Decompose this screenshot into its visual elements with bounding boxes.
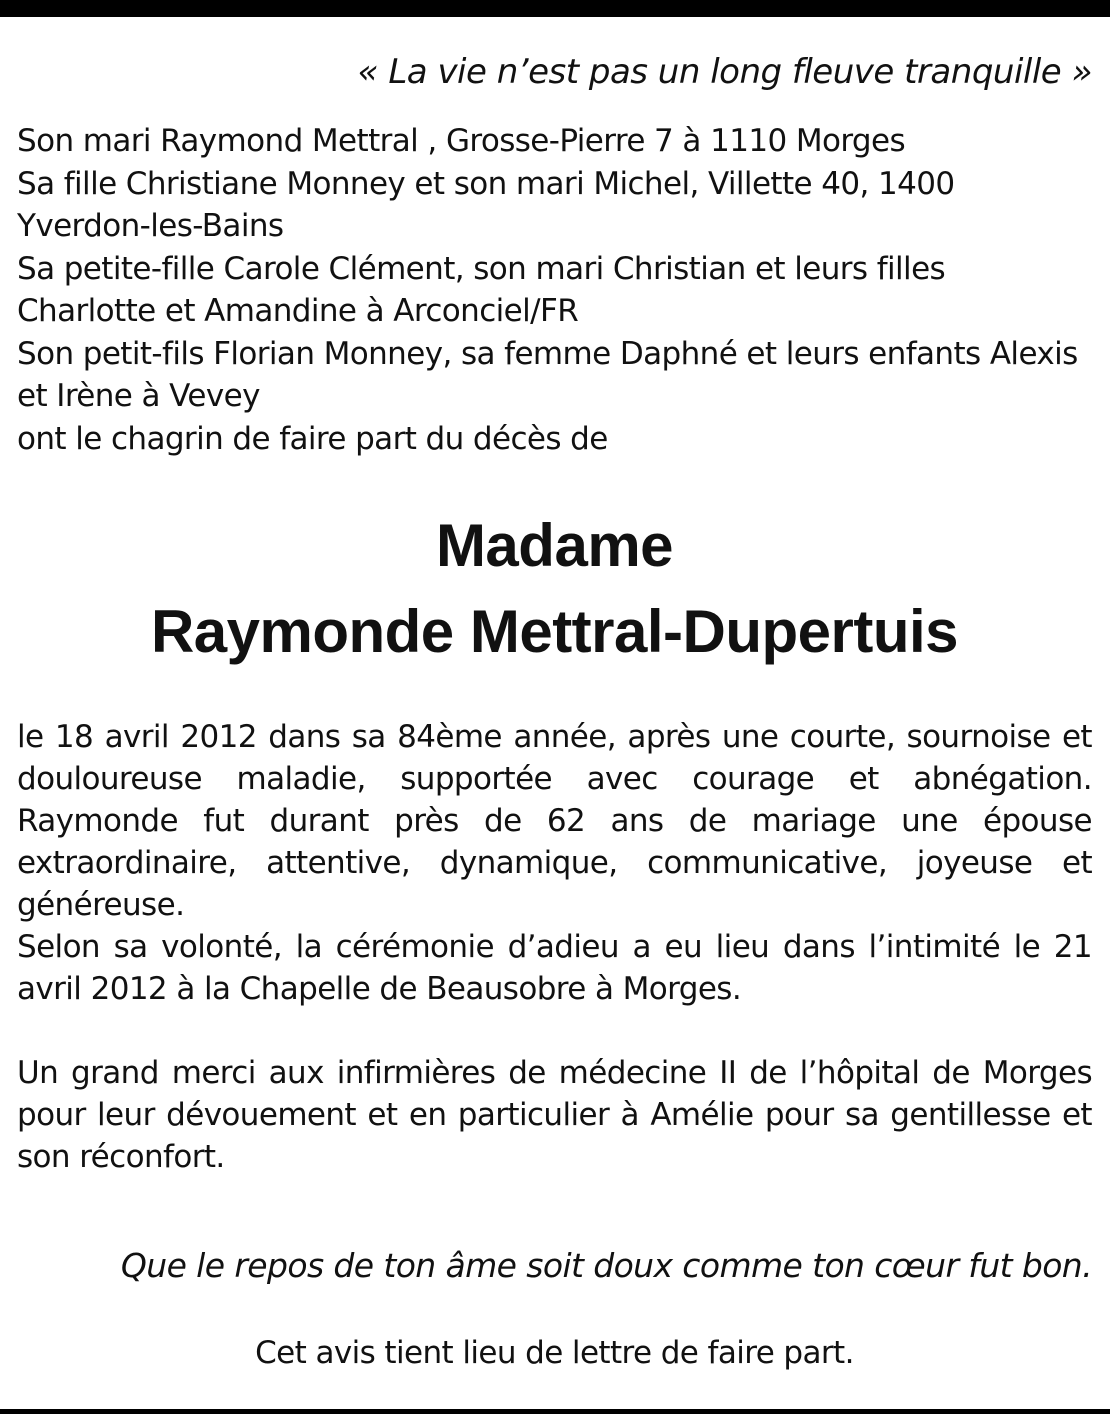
death-details-paragraph: le 18 avril 2012 dans sa 84ème année, après une courte, sournoise et douloureuse maladie, supportée avec courage et abnégation. Raymonde fut durant près de 62 ans de mariage une épouse extraordinaire, attentive, dynamique, communicative, joyeuse et généreuse. <box>17 719 1092 923</box>
ceremony-paragraph: Selon sa volonté, la cérémonie d’adieu a eu lieu dans l’intimité le 21 avril 2012 à la Chapelle de Beausobre à Morges. <box>17 929 1092 1007</box>
closing-quote: Que le repos de ton âme soit doux comme ton cœur fut bon. <box>120 1246 1092 1285</box>
epigraph-quote: « La vie n’est pas un long fleuve tranquille » <box>357 52 1092 92</box>
family-announcement <box>17 120 1092 460</box>
top-border-rule <box>0 0 1110 17</box>
family-line-husband: Son mari Raymond Mettral , Grosse-Pierre 7 à 1110 Morges <box>17 123 906 159</box>
notice-statement: Cet avis tient lieu de lettre de faire part. <box>255 1335 854 1371</box>
family-line-granddaughter: Sa petite-fille Carole Clément, son mari Christian et leurs filles Charlotte et Amandine à Arconciel/FR <box>17 250 946 329</box>
family-line-daughter: Sa fille Christiane Monney et son mari Michel, Villette 40, 1400 Yverdon-les-Bains <box>17 165 955 244</box>
deceased-name-heading <box>17 503 1092 675</box>
deceased-title: Madame <box>435 512 674 579</box>
family-line-announcement: ont le chagrin de faire part du décès de <box>17 420 608 457</box>
deceased-full-name: Raymonde Mettral-Dupertuis <box>150 598 959 665</box>
thanks-paragraph: Un grand merci aux infirmières de médecine II de l’hôpital de Morges pour leur dévouement et en particulier à Amélie pour sa gentillesse et son réconfort. <box>17 1055 1092 1175</box>
family-line-grandson: Son petit-fils Florian Monney, sa femme Daphné et leurs enfants Alexis et Irène à Vevey <box>17 335 1078 414</box>
bottom-border-rule <box>0 1409 1110 1414</box>
obituary-notice <box>17 50 1092 1375</box>
